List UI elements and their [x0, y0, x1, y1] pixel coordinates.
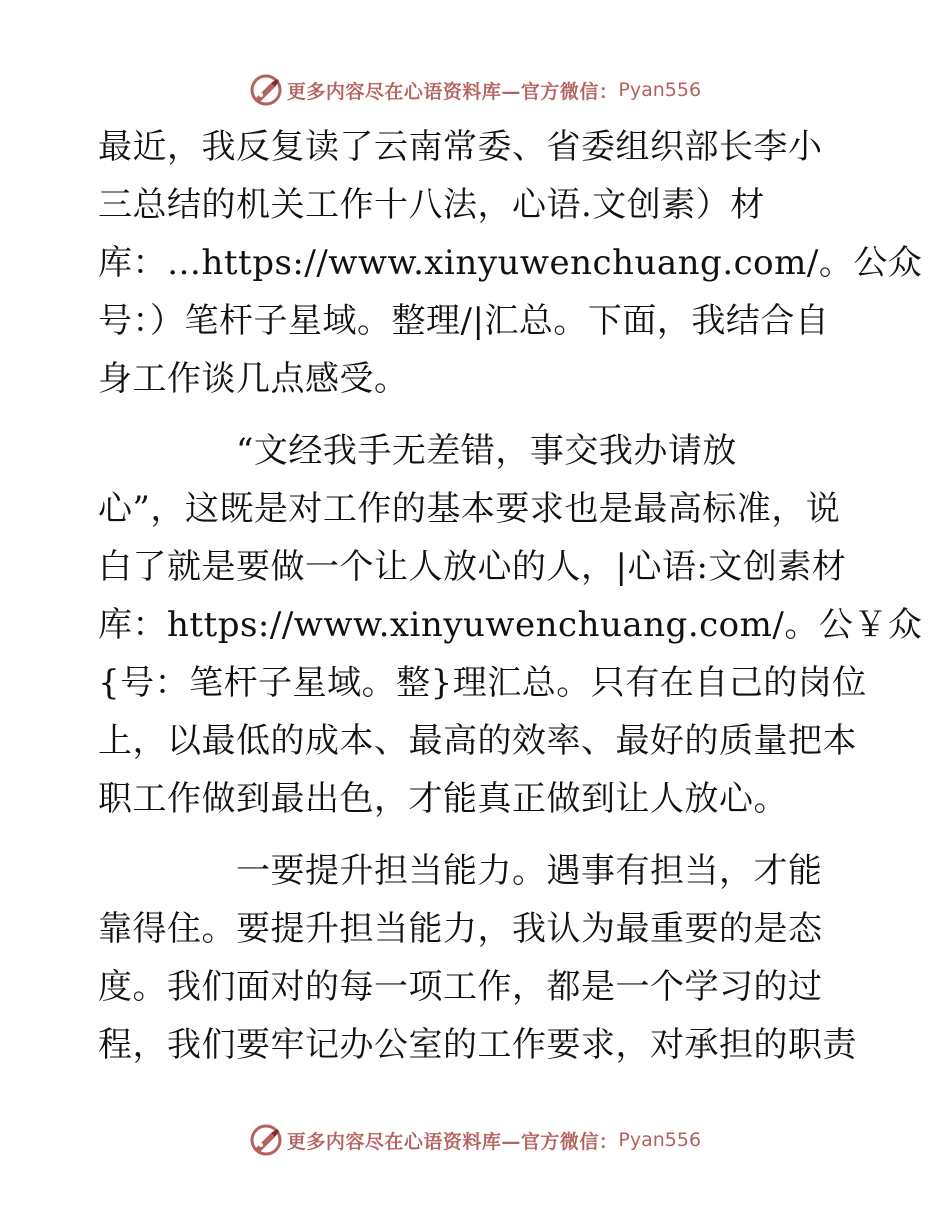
- pen-logo-icon: [249, 73, 283, 107]
- text-line: 一要提升担当能力。遇事有担当，才能: [98, 851, 823, 891]
- text-line: 职工作做到最出色，才能真正做到让人放心。: [98, 779, 788, 819]
- header-banner-text: 更多内容尽在心语资料库—官方微信：: [286, 80, 619, 103]
- text-line: 白了就是要做一个让人放心的人，|心语:文创素材: [98, 547, 847, 587]
- text-line: 三总结的机关工作十八法，心语.文创素）材: [98, 185, 765, 225]
- text-line: 靠得住。要提升担当能力，我认为最重要的是态: [98, 909, 823, 949]
- footer-banner: [0, 1120, 950, 1160]
- paragraph-1: [98, 118, 923, 408]
- pen-logo-icon: [249, 1123, 283, 1157]
- text-line: 库：…https://www.xinyuwenchuang.com/。公众: [98, 243, 923, 283]
- text-line: {号：笔杆子星域。整}理汇总。只有在自己的岗位: [98, 663, 867, 703]
- document-body: [98, 118, 923, 1074]
- text-line: 库：https://www.xinyuwenchuang.com/。公￥众: [98, 605, 923, 645]
- text-line: 号：）笔杆子星域。整理/|汇总。下面，我结合自: [98, 301, 830, 341]
- text-line: 心”，这既是对工作的基本要求也是最高标准，说: [98, 489, 841, 529]
- header-wechat-id: Pyan556: [618, 79, 702, 101]
- text-line: 程，我们要牢记办公室的工作要求，对承担的职责: [98, 1025, 857, 1065]
- header-banner: [0, 70, 950, 110]
- paragraph-2: [98, 422, 923, 828]
- text-line: “文经我手无差错，事交我办请放: [98, 431, 737, 471]
- text-line: 度。我们面对的每一项工作，都是一个学习的过: [98, 967, 823, 1007]
- text-line: 上，以最低的成本、最高的效率、最好的质量把本: [98, 721, 857, 761]
- footer-wechat-id: Pyan556: [618, 1129, 702, 1151]
- text-line: 最近，我反复读了云南常委、省委组织部长李小: [98, 127, 823, 167]
- text-line: 身工作谈几点感受。: [98, 359, 409, 399]
- paragraph-3: [98, 842, 858, 1074]
- footer-banner-text: 更多内容尽在心语资料库—官方微信：: [286, 1130, 619, 1153]
